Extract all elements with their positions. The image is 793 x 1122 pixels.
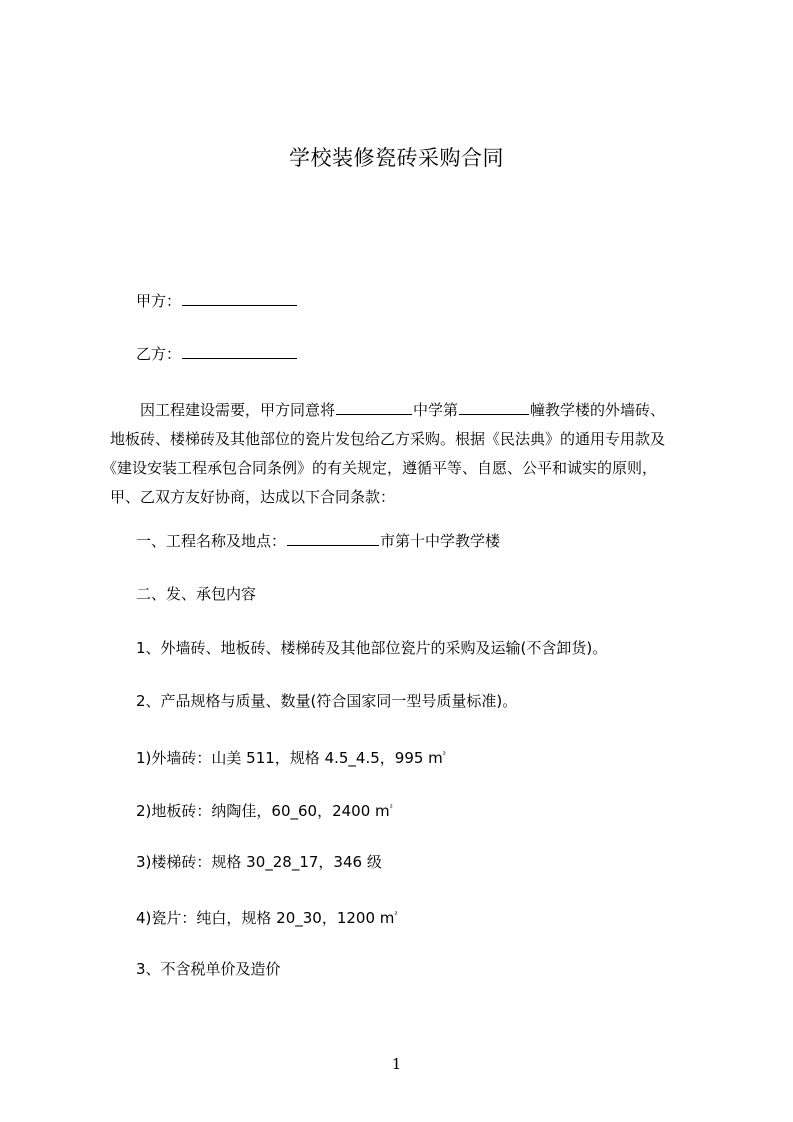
item-1: 1、外墙砖、地板砖、楼梯砖及其他部位瓷片的采购及运输(不含卸货)。 xyxy=(136,639,608,657)
city-blank xyxy=(287,530,379,546)
intro-line-3: 《建设安装工程承包合同条例》的有关规定，遵循平等、自愿、公平和诚实的原则， xyxy=(102,459,658,477)
intro-text-b: 中学第 xyxy=(413,401,459,419)
section-1-location: 市第十中学教学楼 xyxy=(380,532,501,550)
document-title: 学校装修瓷砖采购合同 xyxy=(289,146,504,170)
square-mark: ² xyxy=(389,803,393,812)
page-number: 1 xyxy=(391,1055,402,1073)
spec-1 xyxy=(136,744,446,769)
spec-2 xyxy=(136,797,393,822)
school-name-blank xyxy=(336,399,412,415)
spec-4-text: 4)瓷片：纯白，规格 20_30，1200 m xyxy=(136,909,395,927)
intro-text-a: 因工程建设需要，甲方同意将 xyxy=(140,401,336,419)
square-mark: ² xyxy=(394,910,398,919)
intro-line-1 xyxy=(110,396,700,425)
intro-paragraph xyxy=(102,396,700,512)
section-1-label: 一、工程名称及地点： xyxy=(136,532,287,550)
party-b-line xyxy=(136,343,298,365)
section-2: 二、发、承包内容 xyxy=(136,585,257,603)
intro-text-c: 幢教学楼的外墙砖、 xyxy=(530,401,666,419)
intro-line-2: 地板砖、楼梯砖及其他部位的瓷片发包给乙方采购。根据《民法典》的通用专用款及 xyxy=(110,430,666,448)
party-a-label: 甲方： xyxy=(136,292,182,310)
building-number-blank xyxy=(459,399,529,415)
intro-line-4: 甲、乙双方友好协商，达成以下合同条款： xyxy=(110,488,396,506)
square-mark: ² xyxy=(442,750,447,759)
spec-4 xyxy=(136,904,398,929)
party-b-blank xyxy=(182,343,297,359)
spec-2-text: 2)地板砖：纳陶佳，60_60，2400 m xyxy=(136,802,390,820)
party-a-blank xyxy=(182,290,297,306)
item-3: 3、不含税单价及造价 xyxy=(136,960,281,978)
section-1 xyxy=(136,530,500,552)
spec-3: 3)楼梯砖：规格 30_28_17，346 级 xyxy=(136,853,382,871)
party-a-line xyxy=(136,290,298,312)
item-2: 2、产品规格与质量、数量(符合国家同一型号质量标准)。 xyxy=(136,692,518,710)
spec-1-text: 1)外墙砖：山美 511，规格 4.5_4.5，995 m xyxy=(136,749,443,767)
party-b-label: 乙方： xyxy=(136,345,182,363)
